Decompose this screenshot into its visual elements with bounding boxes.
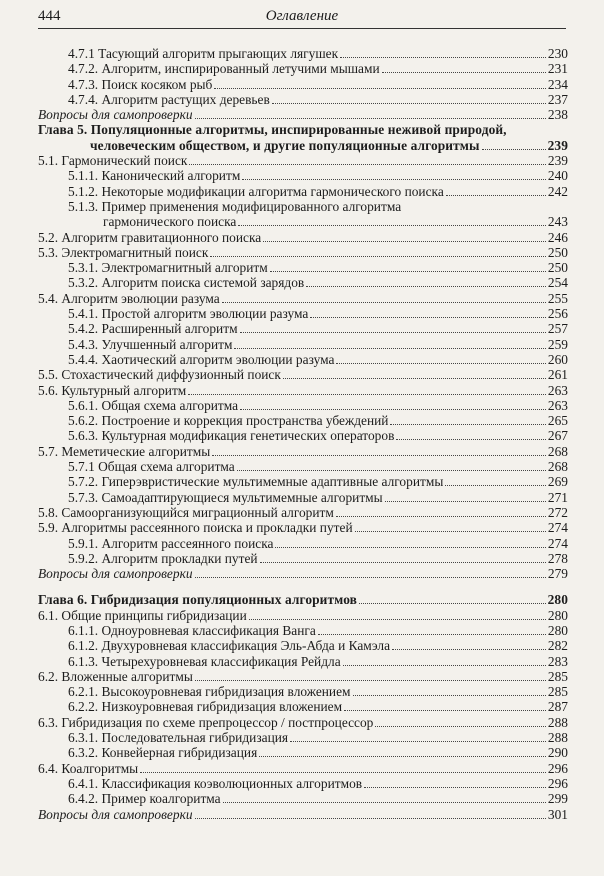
toc-entry-line xyxy=(38,761,568,776)
toc-page-number: 250 xyxy=(547,260,568,276)
toc-page-number: 243 xyxy=(547,214,568,230)
toc-entry[interactable] xyxy=(38,46,568,61)
toc-page-number: 242 xyxy=(547,183,568,199)
toc-entry[interactable] xyxy=(38,623,568,638)
toc-entry-line xyxy=(68,623,568,638)
toc-entry-line xyxy=(38,367,568,382)
toc-entry-line xyxy=(38,566,568,581)
toc-entry[interactable] xyxy=(38,699,568,714)
toc-entry[interactable] xyxy=(38,761,568,776)
toc-entry[interactable] xyxy=(38,230,568,245)
toc-entry[interactable] xyxy=(38,321,568,336)
toc-entry[interactable] xyxy=(38,638,568,653)
toc-entry-title: 6.3. Гибридизация по схеме препроцессор / постпроцессор xyxy=(38,714,374,730)
toc-page-number: 296 xyxy=(547,775,568,791)
toc-entry-line xyxy=(68,745,568,760)
toc-entry-title: 6.4. Коалгоритмы xyxy=(38,760,139,776)
dot-leader xyxy=(260,562,546,563)
toc-entry[interactable] xyxy=(38,153,568,168)
toc-entry-title: 6.2.1. Высокоуровневая гибридизация вложением xyxy=(68,684,351,700)
toc-entry[interactable] xyxy=(38,92,568,107)
toc-entry-line xyxy=(68,474,568,489)
dot-leader xyxy=(364,787,546,788)
toc-entry[interactable] xyxy=(38,444,568,459)
dot-leader xyxy=(212,455,546,456)
dot-leader xyxy=(242,179,546,180)
toc-page-number: 260 xyxy=(547,351,568,367)
toc-entry-line xyxy=(68,776,568,791)
dot-leader xyxy=(272,103,546,104)
toc-entry[interactable] xyxy=(38,608,568,623)
toc-entry-title: 5.7.1 Общая схема алгоритма xyxy=(68,459,235,475)
toc-entry[interactable] xyxy=(38,184,568,199)
toc-entry-line xyxy=(38,608,568,623)
toc-entry-title: 6.1.2. Двухуровневая классификация Эль-Абда и Камэла xyxy=(68,638,391,654)
toc-entry-line xyxy=(68,730,568,745)
toc-entry-title: 5.6.2. Построение и коррекция пространства убеждений xyxy=(68,413,389,429)
toc-entry-title: Глава 5. Популяционные алгоритмы, инспирированные неживой природой, xyxy=(38,122,507,138)
toc-entry-line xyxy=(68,92,568,107)
toc-entry-title: 5.3.2. Алгоритм поиска системой зарядов xyxy=(68,275,305,291)
dot-leader xyxy=(390,424,545,425)
toc-entry-line xyxy=(68,352,568,367)
toc-page-number: 271 xyxy=(547,489,568,505)
toc-entry-line xyxy=(38,505,568,520)
toc-gap xyxy=(38,581,568,592)
toc-page-number: 301 xyxy=(547,806,568,822)
toc-entry[interactable] xyxy=(38,684,568,699)
dot-leader xyxy=(355,531,546,532)
toc-entry-line xyxy=(38,383,568,398)
toc-page-number: 246 xyxy=(547,229,568,245)
toc-entry-line xyxy=(68,791,568,806)
dot-leader xyxy=(340,57,546,58)
dot-leader xyxy=(240,409,546,410)
toc-entry-title: 4.7.3. Поиск косяком рыб xyxy=(68,76,213,92)
dot-leader xyxy=(195,818,546,819)
toc-entry[interactable] xyxy=(38,745,568,760)
toc-entry-title: 6.4.2. Пример коалгоритма xyxy=(68,791,221,807)
toc-page-number: 268 xyxy=(547,459,568,475)
toc-entry[interactable] xyxy=(38,352,568,367)
toc-entry-line xyxy=(38,807,568,822)
toc-entry-line xyxy=(68,551,568,566)
toc-page-number: 254 xyxy=(547,275,568,291)
toc-entry[interactable] xyxy=(38,490,568,505)
toc-entry-line xyxy=(68,337,568,352)
toc-entry-title: 6.2.2. Низкоуровневая гибридизация вложением xyxy=(68,699,343,715)
dot-leader xyxy=(382,72,546,73)
toc-page-number: 299 xyxy=(547,791,568,807)
toc-chapter[interactable] xyxy=(38,592,568,607)
dot-leader xyxy=(310,317,546,318)
toc-entry-title: 6.3.1. Последовательная гибридизация xyxy=(68,730,289,746)
toc-page-number: 257 xyxy=(547,321,568,337)
toc-entry-title: 5.8. Самоорганизующийся миграционный алгоритм xyxy=(38,504,334,520)
dot-leader xyxy=(336,516,546,517)
dot-leader xyxy=(237,470,546,471)
dot-leader xyxy=(396,439,546,440)
toc-entry-line xyxy=(68,184,568,199)
toc-page-number: 240 xyxy=(547,168,568,184)
toc-entry-line xyxy=(38,291,568,306)
dot-leader xyxy=(336,363,545,364)
toc-entry-title: 5.6. Культурный алгоритм xyxy=(38,382,187,398)
toc-entry-title: 5.7.2. Гиперэвристические мультимемные адаптивные алгоритмы xyxy=(68,474,444,490)
dot-leader xyxy=(195,118,546,119)
toc-entry-line xyxy=(68,398,568,413)
toc-entry-line xyxy=(68,168,568,183)
dot-leader xyxy=(195,577,546,578)
dot-leader xyxy=(188,394,546,395)
toc-entry[interactable] xyxy=(38,791,568,806)
toc-page-number: 296 xyxy=(547,760,568,776)
toc-entry-line xyxy=(68,536,568,551)
dot-leader xyxy=(238,225,546,226)
dot-leader xyxy=(385,501,546,502)
toc-entry-title: 5.5. Стохастический диффузионный поиск xyxy=(38,367,281,383)
dot-leader xyxy=(344,710,546,711)
toc-entry-second-line xyxy=(68,214,568,229)
toc-entry[interactable] xyxy=(38,520,568,535)
dot-leader xyxy=(189,164,546,165)
toc-entry-line xyxy=(68,306,568,321)
toc-entry[interactable] xyxy=(38,669,568,684)
toc-entry-title: 4.7.4. Алгоритм растущих деревьев xyxy=(68,91,270,107)
toc-entry-line xyxy=(68,699,568,714)
dot-leader xyxy=(275,547,545,548)
toc-page-number: 288 xyxy=(547,714,568,730)
toc-page-number: 285 xyxy=(547,684,568,700)
toc-entry-line xyxy=(68,46,568,61)
toc-entry-title: Глава 6. Гибридизация популяционных алгоритмов xyxy=(38,592,357,608)
toc-entry-line xyxy=(68,684,568,699)
toc-entry-title: 5.4.4. Хаотический алгоритм эволюции разума xyxy=(68,351,335,367)
toc-entry-title: 6.3.2. Конвейерная гибридизация xyxy=(68,745,258,761)
dot-leader xyxy=(392,649,546,650)
dot-leader xyxy=(259,756,546,757)
toc-page-number: 239 xyxy=(547,137,568,153)
toc-page-number: 283 xyxy=(547,653,568,669)
toc-page-number: 259 xyxy=(547,336,568,352)
toc-entry-line xyxy=(38,592,568,607)
toc-entry[interactable] xyxy=(38,383,568,398)
toc-entry-title: 5.7. Меметические алгоритмы xyxy=(38,443,211,459)
toc-entry[interactable] xyxy=(38,474,568,489)
toc-entry[interactable] xyxy=(38,61,568,76)
toc-entry-line xyxy=(68,654,568,669)
toc-entry-title: 5.6.1. Общая схема алгоритма xyxy=(68,397,239,413)
toc-entry-title: 6.2. Вложенные алгоритмы xyxy=(38,668,193,684)
toc-entry-second-line xyxy=(38,138,568,153)
dot-leader xyxy=(210,256,546,257)
toc-entry-line xyxy=(68,413,568,428)
toc-page-number: 231 xyxy=(547,61,568,77)
toc-entry-line xyxy=(68,428,568,443)
toc-entry-title: Вопросы для самопроверки xyxy=(38,107,193,123)
dot-leader xyxy=(306,286,546,287)
toc-page-number: 280 xyxy=(547,622,568,638)
toc-page-number: 269 xyxy=(547,474,568,490)
toc-page-number: 274 xyxy=(547,535,568,551)
toc-page-number: 261 xyxy=(547,367,568,383)
toc-entry-title: 4.7.1 Тасующий алгоритм прыгающих лягушек xyxy=(68,46,339,61)
toc-entry-line xyxy=(68,321,568,336)
toc-page-number: 280 xyxy=(547,607,568,623)
toc-page-number: 279 xyxy=(547,566,568,582)
page-header xyxy=(38,8,566,29)
toc-entry-line xyxy=(68,459,568,474)
toc-entry[interactable] xyxy=(38,245,568,260)
dot-leader xyxy=(240,332,546,333)
toc-entry-first-line xyxy=(68,199,568,214)
toc-entry-title: 5.7.3. Самоадаптирующиеся мультимемные алгоритмы xyxy=(68,489,383,505)
toc-entry[interactable] xyxy=(38,459,568,474)
toc-entry-title-continued: гармонического поиска xyxy=(103,214,237,230)
toc-page-number: 285 xyxy=(547,668,568,684)
dot-leader xyxy=(270,271,546,272)
toc-entry[interactable] xyxy=(38,199,568,230)
toc-page-number: 272 xyxy=(547,504,568,520)
toc-entry-title: Вопросы для самопроверки xyxy=(38,566,193,582)
toc-entry-title: 5.4.3. Улучшенный алгоритм xyxy=(68,336,233,352)
toc-page-number: 268 xyxy=(547,443,568,459)
toc-entry-title: 5.9.1. Алгоритм рассеянного поиска xyxy=(68,535,274,551)
toc-entry[interactable] xyxy=(38,428,568,443)
toc-page-number: 263 xyxy=(547,397,568,413)
toc-entry-line xyxy=(38,245,568,260)
toc-page-number: 234 xyxy=(547,76,568,92)
toc-review-questions[interactable] xyxy=(38,566,568,581)
toc-page-number: 274 xyxy=(547,520,568,536)
toc-entry-line xyxy=(38,444,568,459)
toc-entry-line xyxy=(68,490,568,505)
toc-entry[interactable] xyxy=(38,168,568,183)
toc-entry-title: 5.9. Алгоритмы рассеянного поиска и прокладки путей xyxy=(38,520,353,536)
dot-leader xyxy=(343,665,546,666)
toc-page-number: 278 xyxy=(547,550,568,566)
toc-entry-title: 5.1. Гармонический поиск xyxy=(38,153,188,169)
toc-page-number: 250 xyxy=(547,244,568,260)
dot-leader xyxy=(222,302,546,303)
toc-page-number: 288 xyxy=(547,730,568,746)
toc-entry[interactable] xyxy=(38,505,568,520)
toc-entry-title: 6.4.1. Классификация коэволюционных алгоритмов xyxy=(68,775,363,791)
toc-entry-title: 5.6.3. Культурная модификация генетических операторов xyxy=(68,428,395,444)
toc-page-number: 237 xyxy=(547,91,568,107)
toc-entry-line xyxy=(68,275,568,290)
toc-page-number: 287 xyxy=(547,699,568,715)
toc-entry-line xyxy=(68,638,568,653)
toc-entry-title: 5.3. Электромагнитный поиск xyxy=(38,244,209,260)
toc-entry-title: 6.1.3. Четырехуровневая классификация Рейдла xyxy=(68,653,341,669)
toc-entry-line xyxy=(38,715,568,730)
toc-entry-title: 5.4.2. Расширенный алгоритм xyxy=(68,321,238,337)
toc-entry-title: 4.7.2. Алгоритм, инспирированный летучими мышами xyxy=(68,61,380,77)
toc-page-number: 256 xyxy=(547,306,568,322)
dot-leader xyxy=(318,634,546,635)
toc-entry-title: 5.9.2. Алгоритм прокладки путей xyxy=(68,550,258,566)
toc-entry-line xyxy=(68,61,568,76)
toc-page-number: 280 xyxy=(547,592,568,608)
dot-leader xyxy=(375,726,546,727)
dot-leader xyxy=(283,378,546,379)
toc-entry[interactable] xyxy=(38,260,568,275)
toc-review-questions[interactable] xyxy=(38,807,568,822)
dot-leader xyxy=(263,241,546,242)
toc-entry-line xyxy=(38,153,568,168)
toc-page-number: 230 xyxy=(547,46,568,61)
dot-leader xyxy=(359,603,546,604)
dot-leader xyxy=(445,485,546,486)
page-title: Оглавление xyxy=(265,8,339,24)
table-of-contents xyxy=(38,46,568,822)
toc-page-number: 263 xyxy=(547,382,568,398)
toc-entry[interactable] xyxy=(38,306,568,321)
toc-entry[interactable] xyxy=(38,413,568,428)
toc-entry-title: 5.1.3. Пример применения модифицированного алгоритма xyxy=(68,198,402,214)
toc-entry-line xyxy=(38,669,568,684)
toc-entry[interactable] xyxy=(38,337,568,352)
toc-entry-title: 6.1.1. Одноуровневая классификация Ванга xyxy=(68,622,316,638)
toc-entry-title: 5.1.1. Канонический алгоритм xyxy=(68,168,241,184)
toc-entry-line xyxy=(38,520,568,535)
page-number: 444 xyxy=(38,8,61,24)
dot-leader xyxy=(195,680,546,681)
dot-leader xyxy=(234,348,545,349)
toc-entry-line xyxy=(68,260,568,275)
toc-chapter[interactable] xyxy=(38,122,568,153)
toc-entry-title: 5.4. Алгоритм эволюции разума xyxy=(38,290,220,306)
toc-entry-title-continued: человеческим обществом, и другие популяционные алгоритмы xyxy=(90,137,480,153)
dot-leader xyxy=(446,195,546,196)
toc-entry-first-line xyxy=(38,122,568,137)
toc-entry-line xyxy=(68,77,568,92)
dot-leader xyxy=(214,88,546,89)
toc-page-number: 239 xyxy=(547,153,568,169)
dot-leader xyxy=(482,149,546,150)
toc-entry-line xyxy=(38,107,568,122)
toc-entry[interactable] xyxy=(38,654,568,669)
toc-entry[interactable] xyxy=(38,730,568,745)
toc-page-number: 290 xyxy=(547,745,568,761)
toc-entry[interactable] xyxy=(38,367,568,382)
toc-entry[interactable] xyxy=(38,291,568,306)
toc-entry-line xyxy=(38,230,568,245)
toc-entry[interactable] xyxy=(38,715,568,730)
toc-page-number: 255 xyxy=(547,290,568,306)
dot-leader xyxy=(223,802,546,803)
toc-entry-title: Вопросы для самопроверки xyxy=(38,806,193,822)
toc-entry[interactable] xyxy=(38,551,568,566)
dot-leader xyxy=(353,695,546,696)
toc-entry[interactable] xyxy=(38,776,568,791)
toc-review-questions[interactable] xyxy=(38,107,568,122)
toc-entry-title: 5.1.2. Некоторые модификации алгоритма гармонического поиска xyxy=(68,183,444,199)
toc-entry[interactable] xyxy=(38,398,568,413)
toc-entry[interactable] xyxy=(38,275,568,290)
toc-entry[interactable] xyxy=(38,536,568,551)
toc-entry-title: 5.4.1. Простой алгоритм эволюции разума xyxy=(68,306,309,322)
toc-page-number: 238 xyxy=(547,107,568,123)
toc-entry[interactable] xyxy=(38,77,568,92)
toc-page-number: 267 xyxy=(547,428,568,444)
toc-page-number: 282 xyxy=(547,638,568,654)
dot-leader xyxy=(249,619,546,620)
dot-leader xyxy=(290,741,546,742)
dot-leader xyxy=(140,772,546,773)
toc-page-number: 265 xyxy=(547,413,568,429)
toc-entry-title: 5.3.1. Электромагнитный алгоритм xyxy=(68,260,268,276)
toc-entry-title: 6.1. Общие принципы гибридизации xyxy=(38,607,247,623)
toc-entry-title: 5.2. Алгоритм гравитационного поиска xyxy=(38,229,262,245)
